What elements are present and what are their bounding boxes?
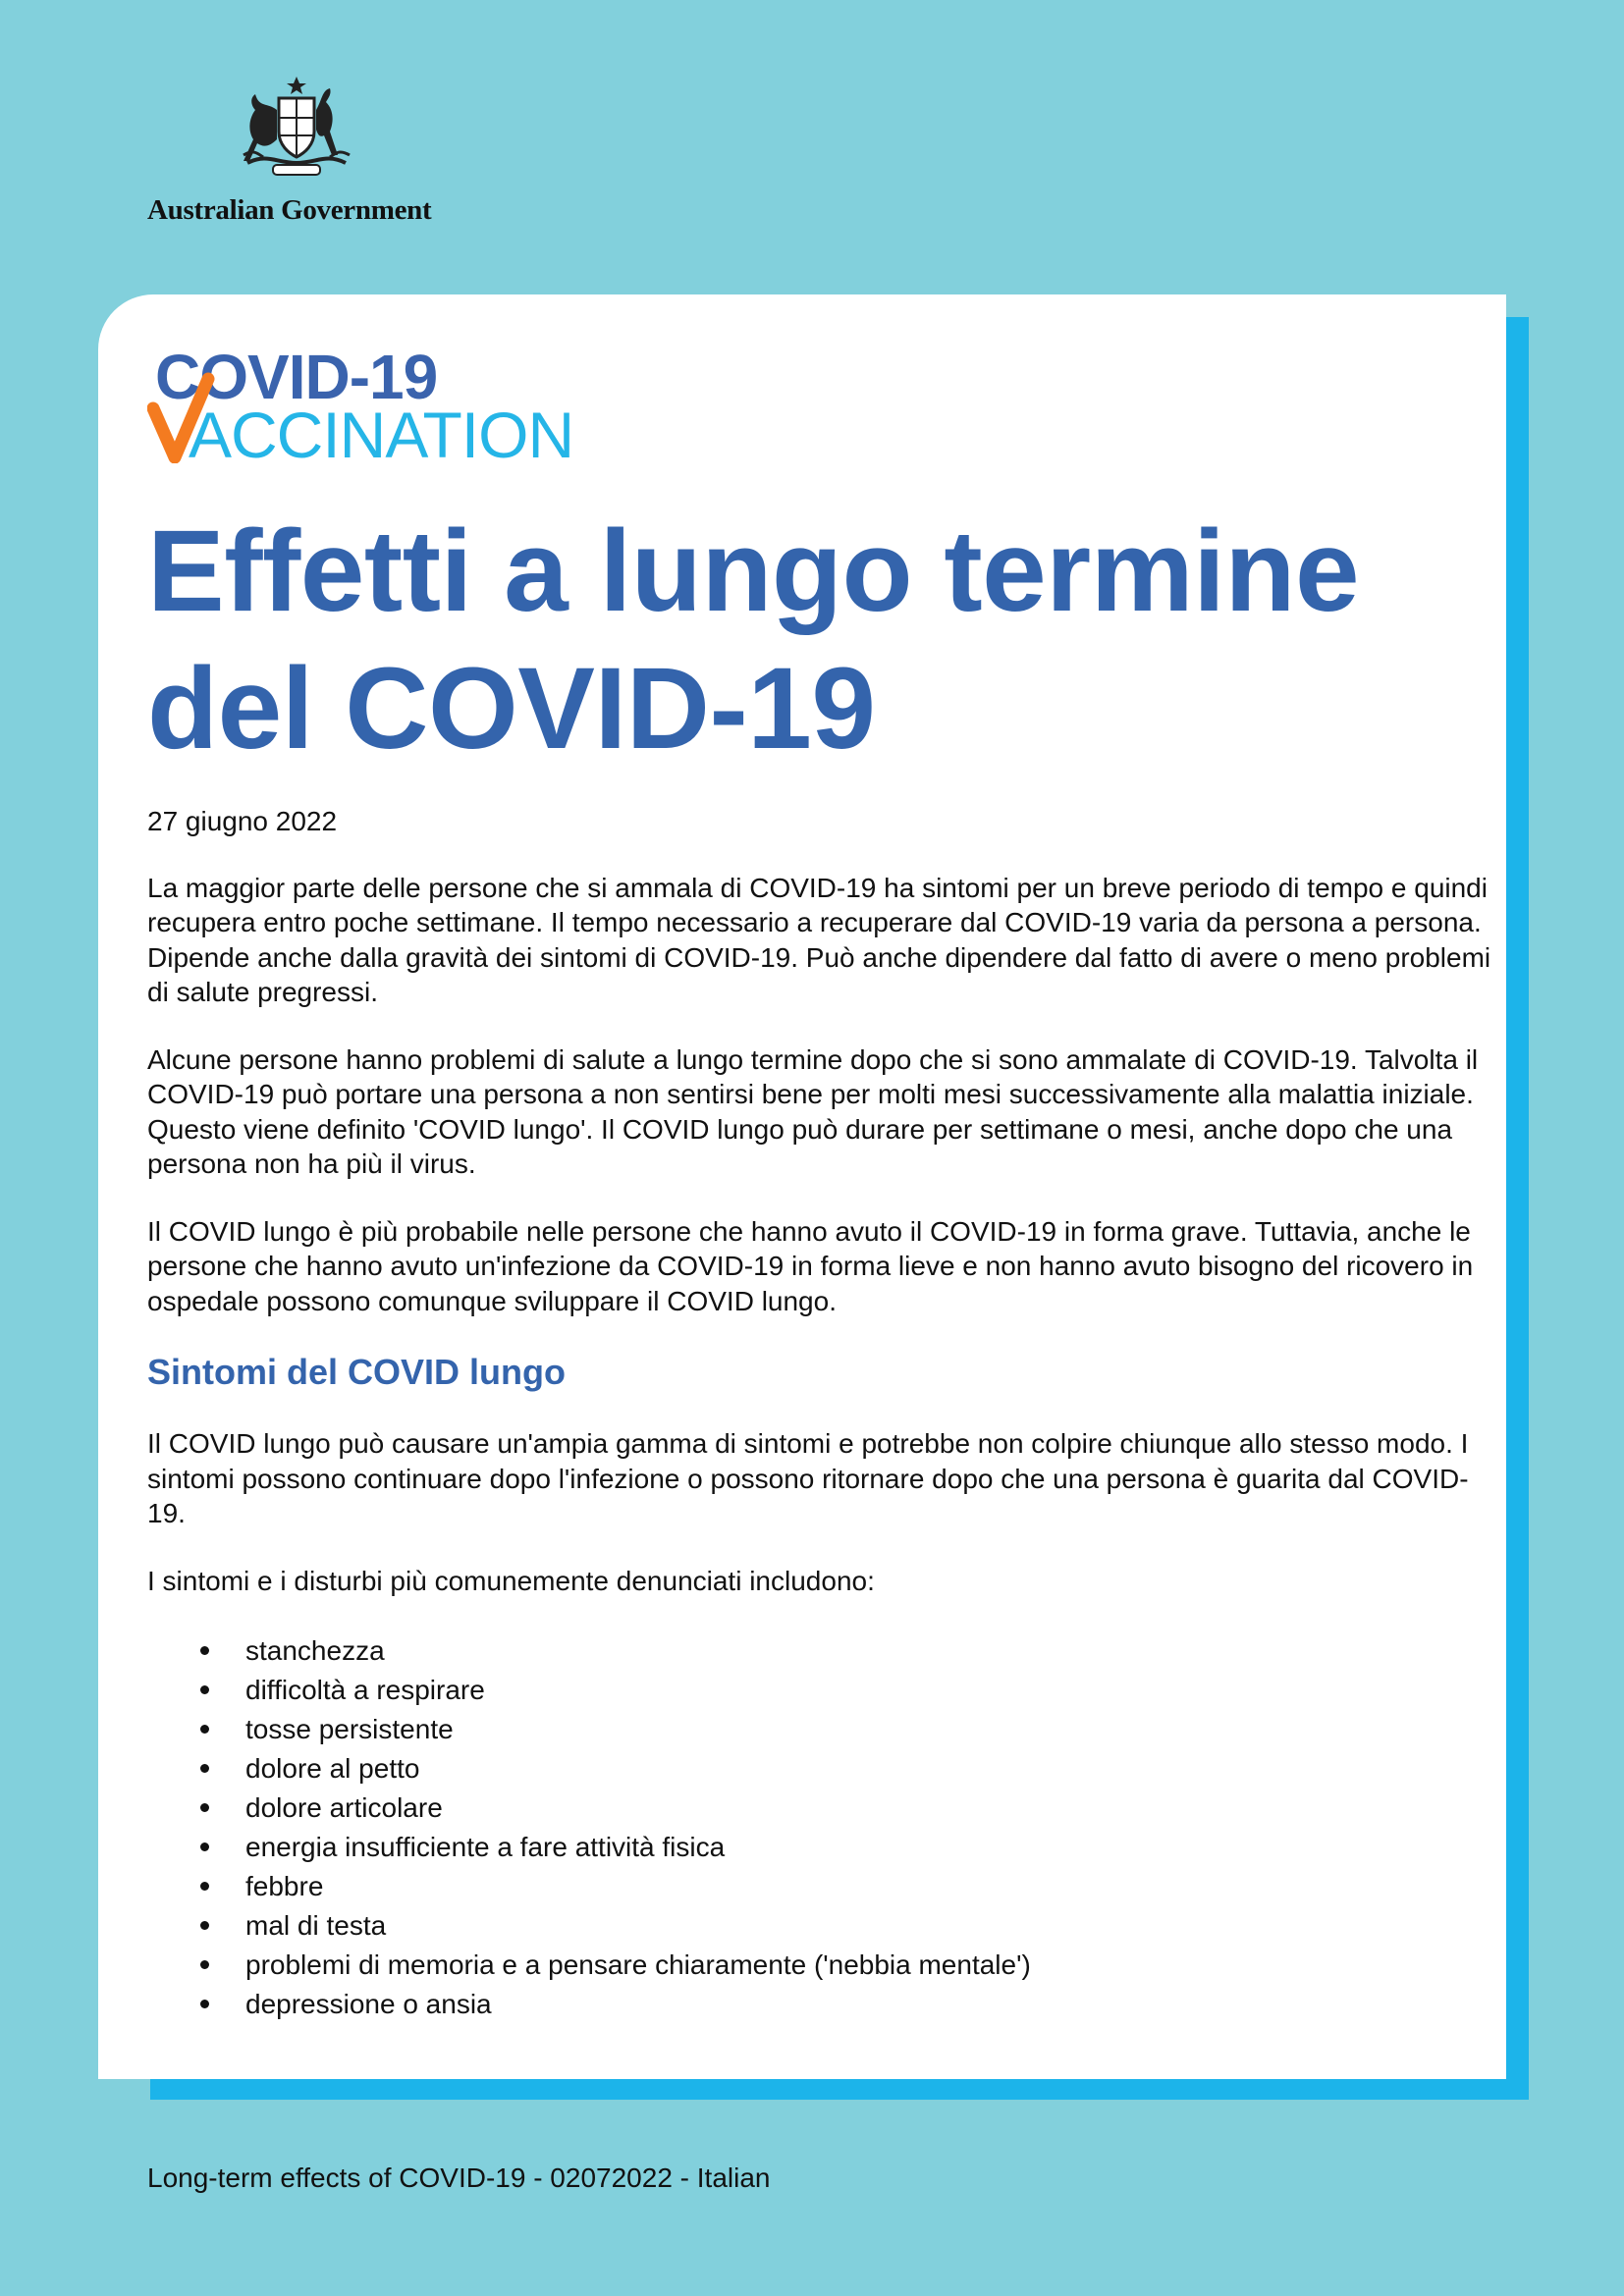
page-title: Effetti a lungo termine del COVID-19 bbox=[147, 507, 1360, 774]
bullet-icon bbox=[200, 1960, 209, 1969]
intro-paragraph-3: Il COVID lungo è più probabile nelle persone che hanno avuto il COVID-19 in forma grave. Tuttavia, anche le persone che hanno avuto un'infezione da COVID-19 in forma lieve e non hanno avuto bisogno del ricovero in ospedale possono comunque sviluppare il COVID lungo. bbox=[147, 1215, 1474, 1316]
bullet-icon bbox=[200, 1882, 209, 1891]
checkmark-icon bbox=[147, 365, 216, 463]
coat-of-arms-icon bbox=[218, 71, 375, 188]
logo-line-1: COVID-19 bbox=[155, 342, 438, 412]
bullet-icon bbox=[200, 1842, 209, 1851]
bullet-icon bbox=[200, 1921, 209, 1930]
government-name: Australian Government bbox=[147, 194, 432, 226]
document-footer: Long-term effects of COVID-19 - 02072022 - Italian bbox=[147, 2163, 771, 2193]
list-item: febbre bbox=[147, 1867, 1492, 1906]
list-item: stanchezza bbox=[147, 1631, 1492, 1671]
covid-vaccination-logo bbox=[147, 342, 599, 471]
intro-paragraph-1: La maggior parte delle persone che si ammala di COVID-19 ha sintomi per un breve periodo di tempo e quindi recupera entro poche settimane. Il tempo necessario a recuperare dal COVID-19 varia da persona a persona. Dipende anche dalla gravità dei sintomi di COVID-19. Può anche dipendere dal fatto di avere o meno problemi di salute pregressi. bbox=[147, 872, 1491, 1007]
bullet-icon bbox=[200, 1764, 209, 1773]
bullet-icon bbox=[200, 1685, 209, 1694]
document-body bbox=[147, 804, 1492, 2024]
bullet-icon bbox=[200, 1803, 209, 1812]
bullet-icon bbox=[200, 2000, 209, 2008]
section-paragraph-1: Il COVID lungo può causare un'ampia gamma di sintomi e potrebbe non colpire chiunque allo stesso modo. I sintomi possono continuare dopo l'infezione o possono ritornare dopo che una persona è guarita dal COVID-19. bbox=[147, 1428, 1469, 1528]
list-item: difficoltà a respirare bbox=[147, 1671, 1492, 1710]
list-item: depressione o ansia bbox=[147, 1985, 1492, 2024]
list-item: mal di testa bbox=[147, 1906, 1492, 1946]
list-item: problemi di memoria e a pensare chiaramente ('nebbia mentale') bbox=[147, 1946, 1492, 1985]
list-item: dolore articolare bbox=[147, 1789, 1492, 1828]
logo-line-2: ACCINATION bbox=[189, 399, 574, 471]
publication-date: 27 giugno 2022 bbox=[147, 806, 338, 836]
list-item: energia insufficiente a fare attività fisica bbox=[147, 1828, 1492, 1867]
bullet-icon bbox=[200, 1646, 209, 1655]
section-paragraph-2: I sintomi e i disturbi più comunemente denunciati includono: bbox=[147, 1565, 875, 1596]
symptom-list bbox=[147, 1631, 1492, 2024]
government-crest-block bbox=[147, 71, 461, 227]
section-heading: Sintomi del COVID lungo bbox=[147, 1352, 566, 1392]
list-item: tosse persistente bbox=[147, 1710, 1492, 1749]
list-item: dolore al petto bbox=[147, 1749, 1492, 1789]
bullet-icon bbox=[200, 1725, 209, 1734]
intro-paragraph-2: Alcune persone hanno problemi di salute a lungo termine dopo che si sono ammalate di COVID-19. Talvolta il COVID-19 può portare una persona a non sentirsi bene per molti mesi successivamente alla malattia iniziale. Questo viene definito 'COVID lungo'. Il COVID lungo può durare per settimane o mesi, anche dopo che una persona non ha più il virus. bbox=[147, 1043, 1479, 1179]
